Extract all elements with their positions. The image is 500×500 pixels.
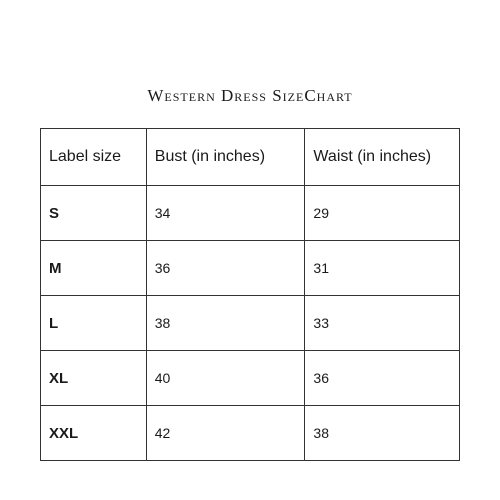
header-waist: Waist (in inches) [305,129,460,186]
bust-cell: 40 [146,351,305,406]
size-label-cell: XXL [41,406,147,461]
size-label-cell: L [41,296,147,351]
bust-cell: 42 [146,406,305,461]
table-row [41,186,460,241]
table-row [41,406,460,461]
size-label-cell: S [41,186,147,241]
waist-cell: 36 [305,351,460,406]
header-row [41,129,460,186]
waist-cell: 38 [305,406,460,461]
bust-cell: 38 [146,296,305,351]
table-row [41,296,460,351]
size-label-cell: XL [41,351,147,406]
bust-cell: 36 [146,241,305,296]
size-label-cell: M [41,241,147,296]
waist-cell: 29 [305,186,460,241]
waist-cell: 33 [305,296,460,351]
table-row [41,351,460,406]
header-label-size: Label size [41,129,147,186]
size-table [40,128,460,461]
chart-title: Western Dress SizeChart [147,86,353,105]
table-row [41,241,460,296]
waist-cell: 31 [305,241,460,296]
bust-cell: 34 [146,186,305,241]
header-bust: Bust (in inches) [146,129,305,186]
